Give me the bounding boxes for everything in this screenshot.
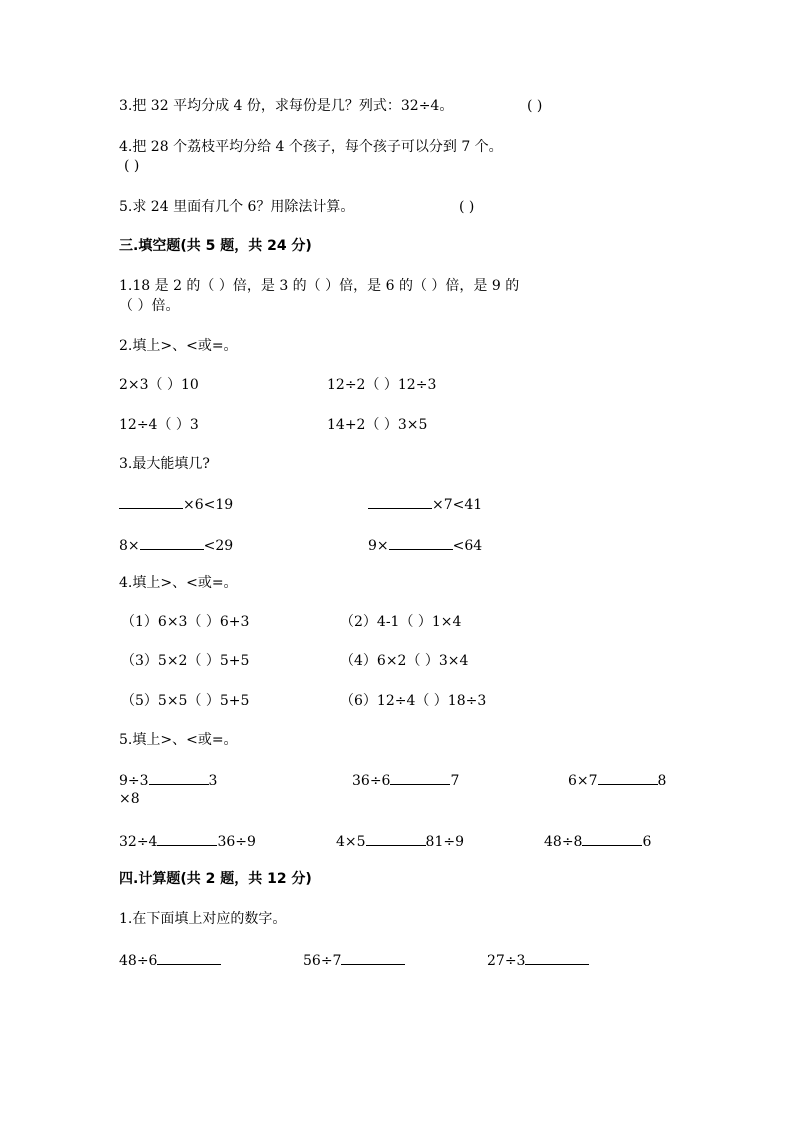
judge-q4-paren[interactable]: ( ) bbox=[124, 158, 140, 174]
answer-blank[interactable] bbox=[525, 950, 589, 965]
calc-q1-title: 1.在下面填上对应的数字。 bbox=[119, 911, 287, 927]
judge-q3: 3.把 32 平均分成 4 份，求每份是几？列式：32÷4。 bbox=[119, 98, 454, 114]
judge-q3-paren[interactable]: ( ) bbox=[527, 98, 543, 114]
fill-q2-item[interactable]: 12÷2（ ）12÷3 bbox=[327, 377, 437, 393]
answer-blank[interactable] bbox=[390, 770, 450, 785]
judge-q5: 5.求 24 里面有几个 6？用除法计算。 bbox=[119, 199, 355, 215]
fill-q4-item[interactable]: （6）12÷4（ ）18÷3 bbox=[340, 693, 487, 709]
judge-q5-paren[interactable]: ( ) bbox=[459, 199, 475, 215]
fill-q3-item[interactable]: 8× <29 bbox=[119, 535, 233, 555]
section4-heading: 四.计算题(共 2 题，共 12 分) bbox=[119, 871, 312, 887]
fill-q3-item[interactable]: 9× <64 bbox=[368, 535, 482, 555]
fill-q4-item[interactable]: （2）4-1（ ）1×4 bbox=[340, 614, 462, 630]
answer-blank[interactable] bbox=[582, 831, 642, 846]
answer-blank[interactable] bbox=[598, 770, 658, 785]
fill-q2-item[interactable]: 14+2（ ）3×5 bbox=[327, 417, 428, 433]
fill-q3-item[interactable]: ×7<41 bbox=[368, 494, 482, 514]
fill-q2-item[interactable]: 2×3（ ）10 bbox=[119, 377, 199, 393]
answer-blank[interactable] bbox=[341, 950, 405, 965]
fill-q1-line2: （ ）倍。 bbox=[119, 298, 180, 314]
fill-q1-line1: 1.18 是 2 的（ ）倍，是 3 的（ ）倍，是 6 的（ ）倍，是 9 的 bbox=[119, 278, 520, 294]
fill-q5-item[interactable]: 9÷3 3 bbox=[119, 770, 217, 790]
fill-q5-item[interactable]: 32÷4 36÷9 bbox=[119, 831, 256, 851]
fill-q4-title: 4.填上>、<或=。 bbox=[119, 575, 238, 591]
fill-q2-item[interactable]: 12÷4（ ）3 bbox=[119, 417, 199, 433]
fill-q5-item[interactable]: 48÷8 6 bbox=[544, 831, 651, 851]
fill-q5-item[interactable]: 6×7 8 bbox=[568, 770, 666, 790]
fill-q5-item[interactable]: 4×5 81÷9 bbox=[336, 831, 464, 851]
fill-q4-item[interactable]: （5）5×5（ ）5+5 bbox=[121, 693, 250, 709]
calc-q1-item[interactable]: 56÷7 bbox=[303, 950, 405, 970]
answer-blank[interactable] bbox=[368, 494, 432, 509]
fill-q4-item[interactable]: （1）6×3（ ）6+3 bbox=[121, 614, 250, 630]
answer-blank[interactable] bbox=[157, 950, 221, 965]
answer-blank[interactable] bbox=[149, 770, 209, 785]
answer-blank[interactable] bbox=[157, 831, 217, 846]
answer-blank[interactable] bbox=[140, 535, 204, 550]
fill-q5-wrap: ×8 bbox=[119, 791, 140, 807]
section3-heading: 三.填空题(共 5 题，共 24 分) bbox=[119, 238, 312, 254]
answer-blank[interactable] bbox=[389, 535, 453, 550]
judge-q4: 4.把 28 个荔枝平均分给 4 个孩子，每个孩子可以分到 7 个。 bbox=[119, 139, 503, 155]
answer-blank[interactable] bbox=[119, 494, 183, 509]
fill-q3-item[interactable]: ×6<19 bbox=[119, 494, 233, 514]
fill-q2-title: 2.填上>、<或=。 bbox=[119, 338, 238, 354]
fill-q4-item[interactable]: （3）5×2（ ）5+5 bbox=[121, 653, 250, 669]
calc-q1-item[interactable]: 27÷3 bbox=[487, 950, 589, 970]
fill-q5-item[interactable]: 36÷6 7 bbox=[352, 770, 459, 790]
fill-q4-item[interactable]: （4）6×2（ ）3×4 bbox=[340, 653, 469, 669]
answer-blank[interactable] bbox=[366, 831, 426, 846]
calc-q1-item[interactable]: 48÷6 bbox=[119, 950, 221, 970]
fill-q3-title: 3.最大能填几? bbox=[119, 456, 210, 472]
fill-q5-title: 5.填上>、<或=。 bbox=[119, 732, 238, 748]
